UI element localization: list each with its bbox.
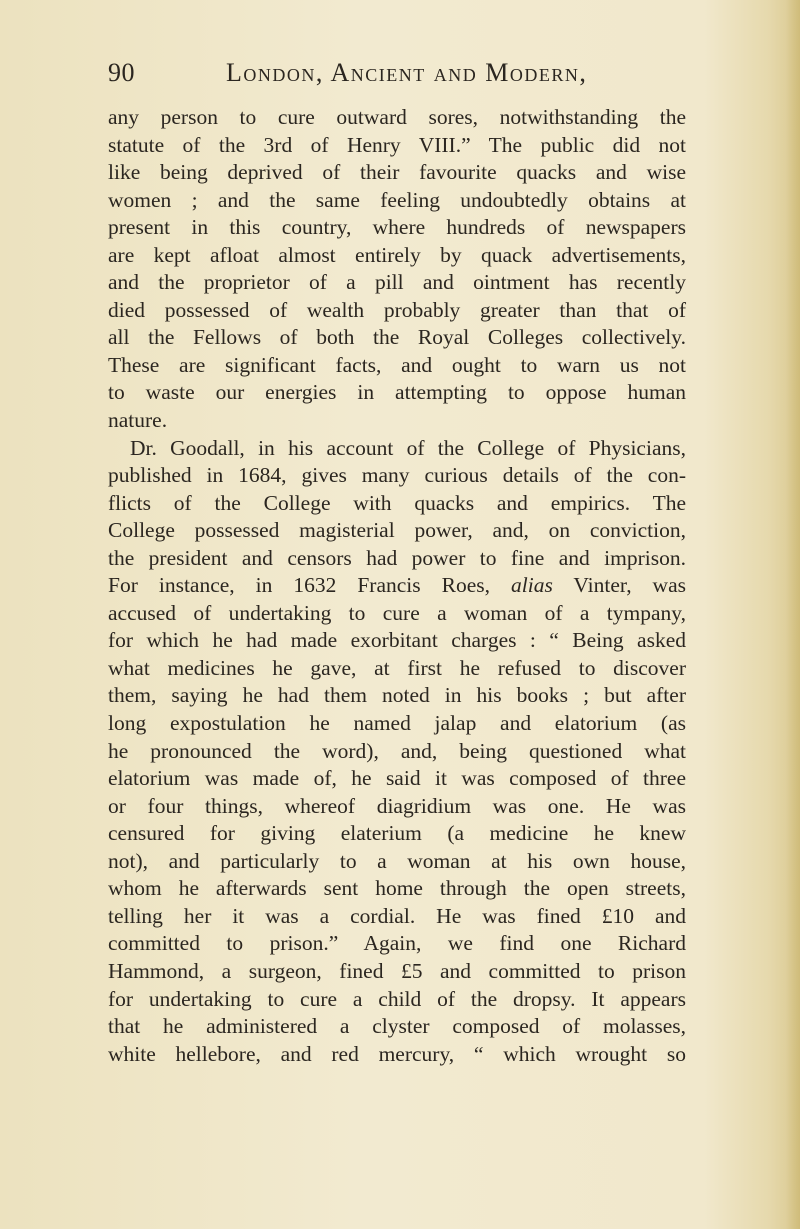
text-line: elatorium was made of, he said it was composed of three	[108, 766, 686, 791]
page-number: 90	[108, 58, 135, 87]
text-suffix: Vinter, was	[552, 573, 686, 598]
text-line: like being deprived of their favourite quacks and wise	[108, 160, 686, 185]
text-line: telling her it was a cordial. He was fined £10 and	[108, 903, 686, 928]
text-line: women ; and the same feeling undoubtedly obtains at	[108, 187, 686, 212]
text-line: long expostulation he named jalap and elatorium (as	[108, 711, 686, 736]
text-line: he pronounced the word), and, being questioned what	[108, 738, 686, 763]
text-line: that he administered a clyster composed of molasses,	[108, 1014, 686, 1039]
text-line: all the Fellows of both the Royal Colleges collectively.	[108, 325, 686, 350]
text-line: died possessed of wealth probably greater than that of	[108, 297, 686, 322]
body-text	[108, 104, 686, 1068]
running-head: London, Ancient and Modern,	[226, 58, 588, 87]
text-line: College possessed magisterial power, and, on conviction,	[108, 518, 686, 543]
text-line: are kept afloat almost entirely by quack advertisements,	[108, 242, 686, 267]
text-line: censured for giving elaterium (a medicine he knew	[108, 821, 686, 846]
text-line: Hammond, a surgeon, fined £5 and committed to prison	[108, 958, 686, 983]
text-line: Dr. Goodall, in his account of the College of Physicians,	[130, 435, 686, 460]
text-line: whom he afterwards sent home through the open streets,	[108, 876, 686, 901]
text-line: them, saying he had them noted in his books ; but after	[108, 683, 686, 708]
page-edge-shadow	[786, 0, 800, 1229]
text-line: statute of the 3rd of Henry VIII.” The public did not	[108, 132, 686, 157]
text-line: for undertaking to cure a child of the dropsy. It appears	[108, 986, 686, 1011]
text-line: and the proprietor of a pill and ointment has recently	[108, 270, 686, 295]
text-line: accused of undertaking to cure a woman of a tympany,	[108, 600, 686, 625]
text-prefix: For instance, in 1632 Francis Roes,	[108, 573, 511, 598]
text-line: These are significant facts, and ought to warn us not	[108, 352, 686, 377]
text-line: or four things, whereof diagridium was one. He was	[108, 793, 686, 818]
text-line: to waste our energies in attempting to oppose human	[108, 380, 686, 405]
text-line: for which he had made exorbitant charges : “ Being asked	[108, 628, 686, 653]
text-line: present in this country, where hundreds of newspapers	[108, 215, 686, 240]
text-line: not), and particularly to a woman at his own house,	[108, 848, 686, 873]
page-header	[108, 58, 682, 98]
text-line: white hellebore, and red mercury, “ which wrought so	[108, 1041, 686, 1066]
text-line: any person to cure outward sores, notwithstanding the	[108, 105, 686, 129]
text-line: committed to prison.” Again, we find one Richard	[108, 931, 686, 956]
text-line: what medicines he gave, at first he refused to discover	[108, 655, 686, 680]
text-line-italic	[108, 572, 686, 600]
text-line: nature.	[108, 408, 168, 433]
text-line: the president and censors had power to fine and imprison.	[108, 545, 686, 570]
italic-alias: alias	[511, 573, 553, 598]
text-line: published in 1684, gives many curious details of the con-	[108, 463, 686, 488]
text-line: flicts of the College with quacks and empirics. The	[108, 490, 686, 515]
